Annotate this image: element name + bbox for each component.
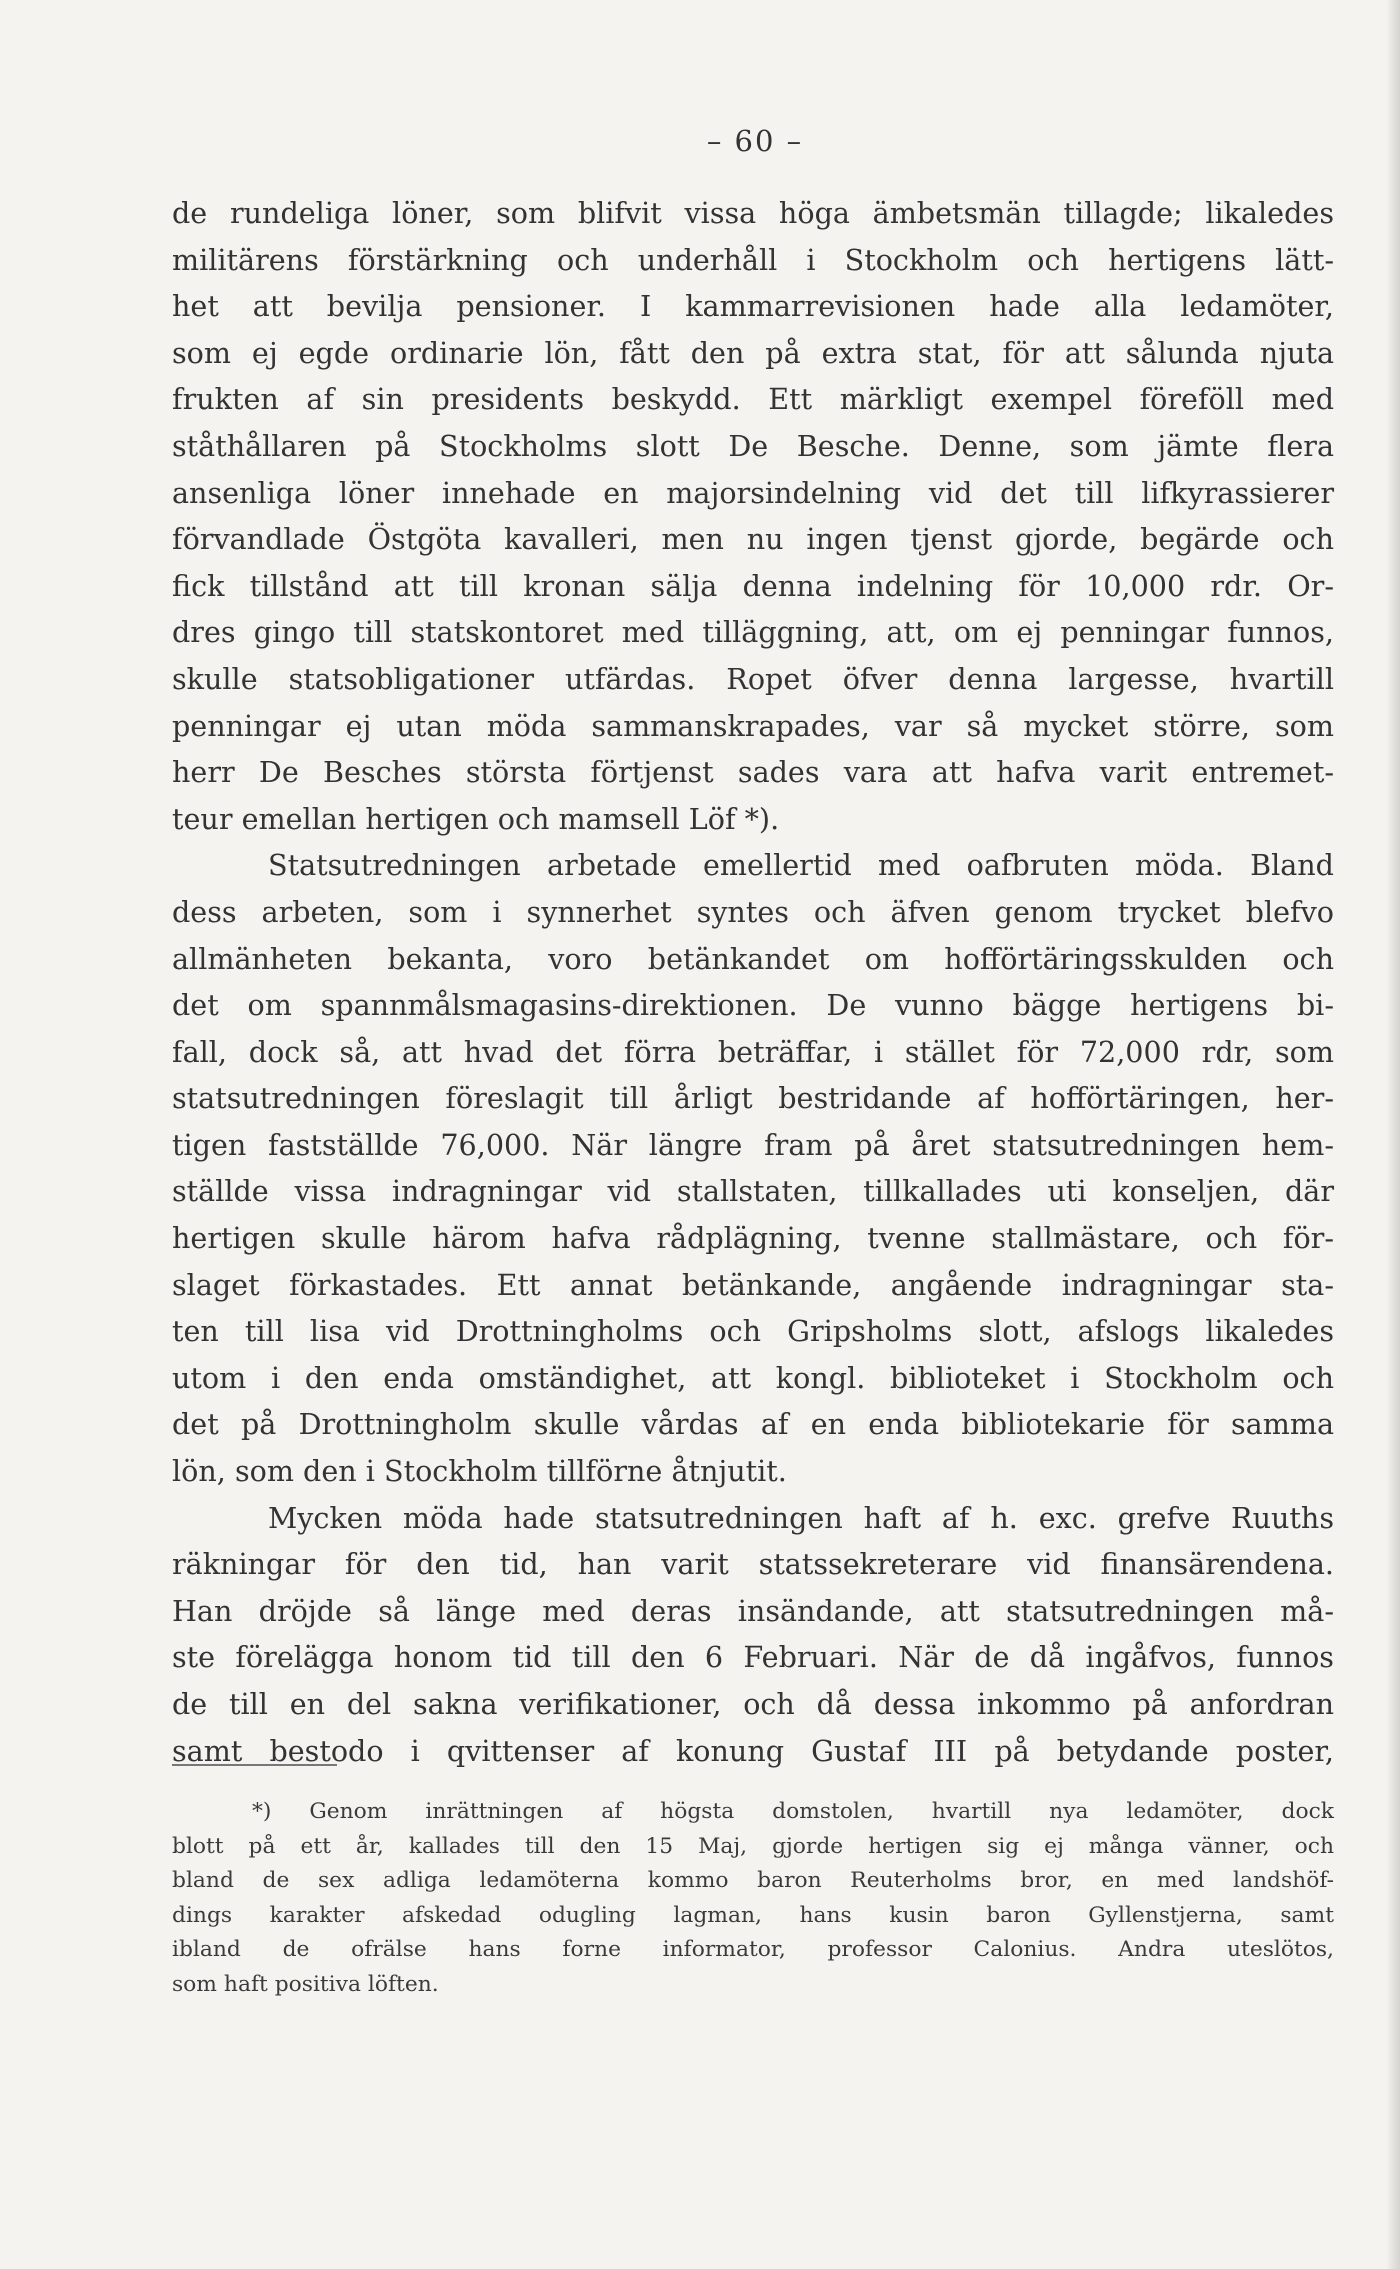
text-line: utom i den enda omständighet, att kongl. biblioteket i Stockholm och [172,1360,1334,1395]
text-line: de rundeliga löner, som blifvit vissa höga ämbetsmän tillagde; likaledes [172,196,1334,230]
text-line: det om spannmålsmagasins-direktionen. De vunno bägge hertigens bi- [172,988,1334,1023]
text-line: fall, dock så, att hvad det förra beträffar, i stället för 72,000 rdr, som [172,1034,1334,1069]
text-line: dres gingo till statskontoret med tilläggning, att, om ej penningar funnos, [172,615,1334,650]
text-line: hertigen skulle härom hafva rådplägning, tvenne stallmästare, och för- [172,1221,1334,1256]
text-line: frukten af sin presidents beskydd. Ett märkligt exempel föreföll med [172,382,1334,417]
text-line: fick tillstånd att till kronan sälja denna indelning för 10,000 rdr. Or- [172,568,1334,603]
page-edge-shadow [1386,0,1400,2269]
text-line: som ej egde ordinarie lön, fått den på extra stat, för att sålunda njuta [172,335,1334,370]
text-line: de till en del sakna verifikationer, och då dessa inkommo på anfordran [172,1687,1334,1721]
footnote-divider [172,1764,337,1766]
text-line: teur emellan hertigen och mamsell Löf *). [172,801,780,836]
text-line: förvandlade Östgöta kavalleri, men nu ingen tjenst gjorde, begärde och [172,522,1334,557]
text-line: slaget förkastades. Ett annat betänkande, angående indragningar sta- [172,1267,1334,1302]
paragraph-start-line: Mycken möda hade statsutredningen haft af h. exc. grefve Ruuths [268,1500,1334,1535]
text-line: räkningar för den tid, han varit statssekreterare vid finansärendena. [172,1547,1334,1582]
paragraph-start-line: Statsutredningen arbetade emellertid med oafbruten möda. Bland [268,848,1334,883]
footnotes [172,1795,1334,2002]
footnote-line: ibland de ofrälse hans forne informator, professor Calonius. Andra uteslötos, [172,1937,1334,1962]
text-line: tigen fastställde 76,000. När längre fram på året statsutredningen hem- [172,1127,1334,1162]
text-line: ste förelägga honom tid till den 6 Februari. När de då ingåfvos, funnos [172,1640,1334,1675]
text-line: dess arbeten, som i synnerhet syntes och äfven genom trycket blefvo [172,894,1334,929]
footnote-line: blott på ett år, kallades till den 15 Maj, gjorde hertigen sig ej många vänner, och [172,1833,1334,1859]
text-line: ståthållaren på Stockholms slott De Besche. Denne, som jämte flera [172,428,1334,463]
text-line: militärens förstärkning och underhåll i Stockholm och hertigens lätt- [172,242,1334,277]
text-line: statsutredningen föreslagit till årligt bestridande af hofförtäringen, her- [172,1081,1334,1116]
footnote-line: bland de sex adliga ledamöterna kommo baron Reuterholms bror, en med landshöf- [172,1868,1334,1893]
text-line: ansenliga löner innehade en majorsindelning vid det till lifkyrassierer [172,475,1334,510]
text-line: allmänheten bekanta, voro betänkandet om hofförtäringsskulden och [172,941,1334,976]
text-line: ställde vissa indragningar vid stallstaten, tillkallades uti konseljen, där [172,1174,1334,1209]
text-line: penningar ej utan möda sammanskrapades, var så mycket större, som [172,708,1334,743]
text-line: ten till lisa vid Drottningholms och Gripsholms slott, afslogs likaledes [172,1314,1334,1349]
text-line: het att bevilja pensioner. I kammarrevisionen hade alla ledamöter, [172,289,1334,324]
page-number: – 60 – [706,124,804,158]
text-line: herr De Besches största förtjenst sades vara att hafva varit entremet- [172,755,1334,790]
text-line: det på Drottningholm skulle vårdas af en enda bibliotekarie för samma [172,1407,1334,1442]
footnote-line: dings karakter afskedad odugling lagman, hans kusin baron Gyllenstjerna, samt [172,1902,1334,1928]
text-line: lön, som den i Stockholm tillförne åtnjutit. [172,1454,787,1489]
text-line: samt bestodo i qvittenser af konung Gustaf III på betydande poster, [172,1733,1334,1768]
footnote-line: som haft positiva löften. [172,1971,439,1997]
text-line: skulle statsobligationer utfärdas. Ropet öfver denna largesse, hvartill [172,661,1334,696]
footnote-line: *) Genom inrättningen af högsta domstolen, hvartill nya ledamöter, dock [252,1799,1334,1824]
text-line: Han dröjde så länge med deras insändande, att statsutredningen må- [172,1593,1334,1628]
body-text [172,190,1334,1774]
